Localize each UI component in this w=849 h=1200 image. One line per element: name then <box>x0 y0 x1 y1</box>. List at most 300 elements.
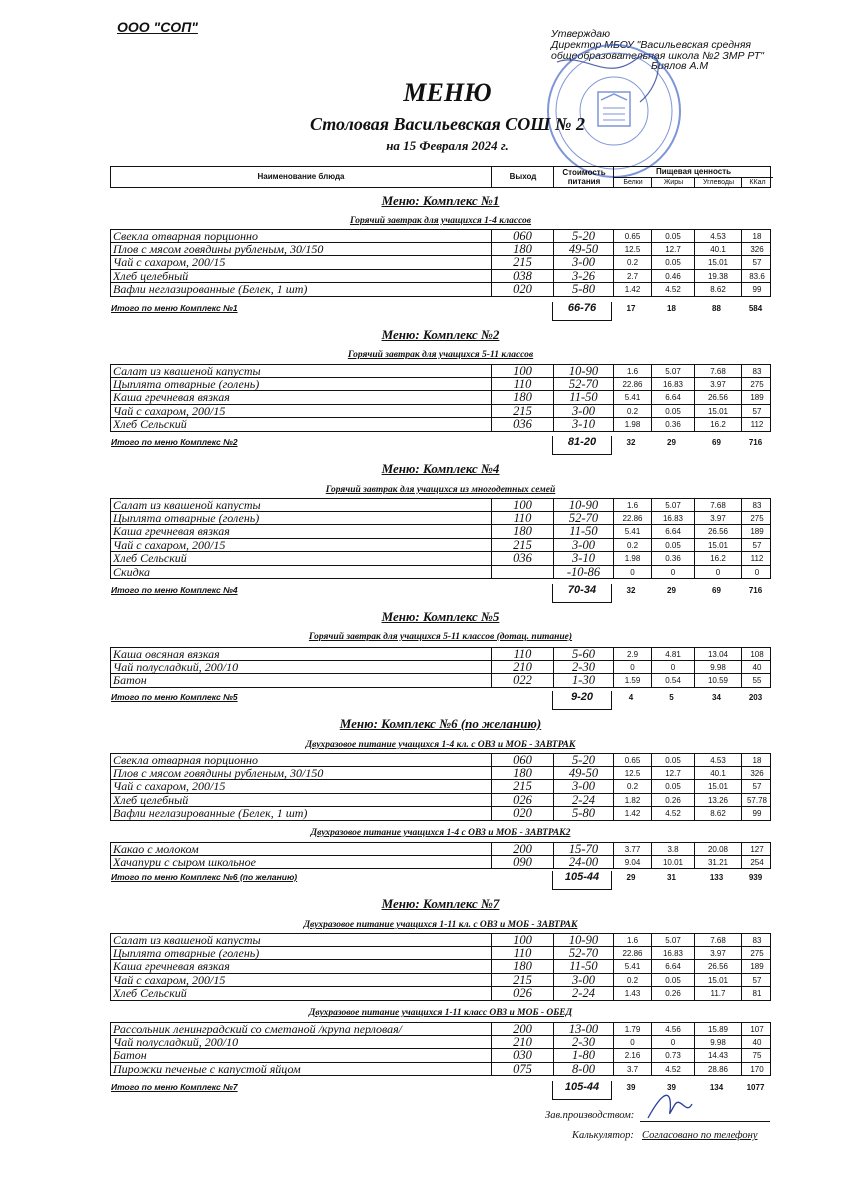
dish-price: 5-20 <box>553 754 613 767</box>
menu-table <box>110 1022 771 1076</box>
total-kcal: 939 <box>748 873 763 882</box>
group-subtitle: Горячий завтрак для учащихся 1-4 классов <box>349 216 532 226</box>
dish-carbs: 31.21 <box>694 856 741 869</box>
dish-price: 2-30 <box>553 661 613 674</box>
dish-name: Хлеб Сельский <box>113 987 187 1000</box>
dish-output: 038 <box>491 270 553 283</box>
total-carbs: 133 <box>709 873 724 882</box>
section-title: Меню: Комплекс №6 (по желанию) <box>339 716 542 731</box>
dish-output: 215 <box>491 539 553 552</box>
dish-fats: 0.46 <box>651 270 694 283</box>
total-price: 66-76 <box>552 302 612 321</box>
dish-fats: 0.26 <box>651 794 694 807</box>
dish-proteins: 22.86 <box>613 378 651 391</box>
dish-name: Чай с сахаром, 200/15 <box>113 256 226 269</box>
table-row <box>110 856 771 870</box>
dish-name: Свекла отварная порционно <box>113 754 259 767</box>
dish-fats: 4.52 <box>651 807 694 820</box>
group-subtitle: Горячий завтрак для учащихся 5-11 классов <box>347 350 534 360</box>
dish-fats: 0.36 <box>651 552 694 565</box>
dish-carbs: 9.98 <box>694 1036 741 1049</box>
dish-price: 3-00 <box>553 539 613 552</box>
table-row <box>110 539 771 553</box>
dish-proteins: 1.82 <box>613 794 651 807</box>
dish-price: 11-50 <box>553 391 613 404</box>
dish-name: Хлеб Сельский <box>113 418 187 431</box>
dish-name: Чай с сахаром, 200/15 <box>113 973 226 986</box>
dish-price: 2-30 <box>553 1036 613 1049</box>
dish-carbs: 40.1 <box>694 243 741 256</box>
dish-fats: 0.54 <box>651 674 694 687</box>
dish-carbs: 26.56 <box>694 525 741 538</box>
menu-table <box>110 753 771 821</box>
dish-kcal: 81 <box>741 987 772 1000</box>
dish-price: 2-24 <box>553 794 613 807</box>
dish-name: Чай полусладкий, 200/10 <box>113 660 239 673</box>
dish-carbs: 3.97 <box>694 947 741 960</box>
dish-kcal: 57 <box>741 780 772 793</box>
table-row <box>110 364 771 378</box>
total-proteins: 29 <box>626 873 636 882</box>
dish-proteins: 0.65 <box>613 754 651 767</box>
header-carbs: Углеводы <box>694 178 742 187</box>
organization-name: ООО "СОП" <box>117 19 198 35</box>
table-row <box>110 1063 771 1077</box>
dish-carbs: 8.62 <box>694 807 741 820</box>
dish-price: 8-00 <box>553 1063 613 1076</box>
page-title: МЕНЮ <box>403 78 492 107</box>
dish-proteins: 0.2 <box>613 405 651 418</box>
dish-name: Каша гречневая вязкая <box>113 391 230 404</box>
total-proteins: 4 <box>628 693 634 702</box>
dish-carbs: 11.7 <box>694 987 741 1000</box>
dish-name: Чай с сахаром, 200/15 <box>113 780 226 793</box>
total-carbs: 134 <box>709 1083 724 1092</box>
section-title: Меню: Комплекс №1 <box>381 193 500 208</box>
dish-fats: 0.05 <box>651 230 694 243</box>
dish-kcal: 112 <box>741 418 772 431</box>
dish-output: 020 <box>491 807 553 820</box>
dish-proteins: 9.04 <box>613 856 651 869</box>
dish-price: 1-30 <box>553 674 613 687</box>
header-price: Стоимость питания <box>553 167 614 188</box>
dish-output: 210 <box>491 1036 553 1049</box>
dish-name: Рассольник ленинградский со сметаной /крупа перловая/ <box>113 1023 402 1036</box>
dish-proteins: 5.41 <box>613 525 651 538</box>
dish-fats: 0.05 <box>651 754 694 767</box>
dish-output: 100 <box>491 499 553 512</box>
dish-output: 022 <box>491 674 553 687</box>
dish-carbs: 8.62 <box>694 283 741 296</box>
dish-output: 180 <box>491 243 553 256</box>
dish-output: 100 <box>491 934 553 947</box>
dish-kcal: 127 <box>741 843 772 856</box>
dish-fats: 3.8 <box>651 843 694 856</box>
group-subtitle: Двухразовое питание учащихся 1-4 кл. с ОВЗ и МОБ - ЗАВТРАК <box>305 740 576 750</box>
dish-name: Салат из квашеной капусты <box>113 934 261 947</box>
total-carbs: 69 <box>712 586 721 595</box>
dish-price: 5-80 <box>553 807 613 820</box>
dish-carbs: 15.01 <box>694 974 741 987</box>
total-kcal: 716 <box>748 438 763 447</box>
dish-name: Какао с молоком <box>113 843 199 856</box>
dish-kcal: 18 <box>741 754 772 767</box>
dish-price: 49-50 <box>553 767 613 780</box>
table-row <box>110 807 771 821</box>
dish-output: 215 <box>491 256 553 269</box>
dish-proteins: 1.79 <box>613 1023 651 1036</box>
dish-fats: 6.64 <box>651 391 694 404</box>
menu-date: на 15 Февраля 2024 г. <box>386 138 509 153</box>
table-row <box>110 661 771 675</box>
dish-output: 200 <box>491 1023 553 1036</box>
menu-table <box>110 842 771 869</box>
dish-fats: 10.01 <box>651 856 694 869</box>
signature-icon <box>640 1086 710 1126</box>
dish-output: 180 <box>491 767 553 780</box>
dish-proteins: 1.42 <box>613 283 651 296</box>
dish-proteins: 0.2 <box>613 539 651 552</box>
header-fats: Жиры <box>651 178 695 187</box>
dish-output: 110 <box>491 947 553 960</box>
menu-table <box>110 933 771 1001</box>
total-carbs: 34 <box>712 693 721 702</box>
dish-output: 110 <box>491 648 553 661</box>
dish-output: 020 <box>491 283 553 296</box>
total-fats: 31 <box>667 873 676 882</box>
header-nutrition: Пищевая ценность <box>613 167 773 178</box>
dish-carbs: 4.53 <box>694 230 741 243</box>
dish-kcal: 275 <box>741 947 772 960</box>
dish-price: 52-70 <box>553 947 613 960</box>
section-title: Меню: Комплекс №4 <box>381 461 500 476</box>
dish-price: 11-50 <box>553 960 613 973</box>
total-label: Итого по меню Комплекс №2 <box>111 437 238 447</box>
menu-table <box>110 229 771 297</box>
dish-price: 10-90 <box>553 934 613 947</box>
dish-carbs: 16.2 <box>694 418 741 431</box>
dish-price: 3-00 <box>553 780 613 793</box>
table-row <box>110 842 771 856</box>
dish-fats: 16.83 <box>651 947 694 960</box>
dish-output <box>491 566 553 579</box>
dish-fats: 12.7 <box>651 767 694 780</box>
section-total <box>110 437 771 457</box>
dish-name: Хлеб целебный <box>113 269 189 282</box>
dish-fats: 4.52 <box>651 1063 694 1076</box>
menu-table <box>110 498 771 579</box>
total-kcal: 716 <box>748 586 763 595</box>
total-proteins: 17 <box>626 304 636 313</box>
table-row <box>110 256 771 270</box>
dish-proteins: 0.2 <box>613 974 651 987</box>
dish-price: 5-20 <box>553 230 613 243</box>
dish-kcal: 112 <box>741 552 772 565</box>
dish-name: Салат из квашеной капусты <box>113 365 261 378</box>
dish-carbs: 28.86 <box>694 1063 741 1076</box>
dish-kcal: 254 <box>741 856 772 869</box>
dish-carbs: 20.08 <box>694 843 741 856</box>
table-row <box>110 378 771 392</box>
group-subtitle: Двухразовое питание учащихся 1-4 с ОВЗ и МОБ - ЗАВТРАК2 <box>310 828 571 838</box>
dish-output: 030 <box>491 1049 553 1062</box>
dish-kcal: 99 <box>741 807 772 820</box>
dish-output: 090 <box>491 856 553 869</box>
dish-price: 3-10 <box>553 418 613 431</box>
dish-fats: 5.07 <box>651 365 694 378</box>
dish-kcal: 189 <box>741 960 772 973</box>
total-label: Итого по меню Комплекс №6 (по желанию) <box>111 872 298 882</box>
dish-kcal: 326 <box>741 243 772 256</box>
dish-proteins: 1.42 <box>613 807 651 820</box>
dish-kcal: 75 <box>741 1049 772 1062</box>
dish-name: Чай с сахаром, 200/15 <box>113 538 226 551</box>
dish-kcal: 83.6 <box>741 270 772 283</box>
section-title: Меню: Комплекс №7 <box>381 896 500 911</box>
table-row <box>110 391 771 405</box>
total-label: Итого по меню Комплекс №7 <box>111 1082 238 1092</box>
dish-fats: 12.7 <box>651 243 694 256</box>
total-fats: 5 <box>669 693 674 702</box>
total-fats: 29 <box>667 438 676 447</box>
dish-output: 036 <box>491 552 553 565</box>
total-carbs: 69 <box>712 438 721 447</box>
dish-carbs: 0 <box>694 566 741 579</box>
dish-kcal: 18 <box>741 230 772 243</box>
dish-carbs: 15.01 <box>694 539 741 552</box>
dish-carbs: 15.89 <box>694 1023 741 1036</box>
dish-carbs: 15.01 <box>694 256 741 269</box>
dish-carbs: 7.68 <box>694 365 741 378</box>
dish-fats: 0.05 <box>651 256 694 269</box>
dish-fats: 6.64 <box>651 960 694 973</box>
total-fats: 18 <box>667 304 676 313</box>
dish-proteins: 1.98 <box>613 552 651 565</box>
dish-carbs: 15.01 <box>694 780 741 793</box>
total-price: 81-20 <box>552 436 612 455</box>
total-row <box>110 872 771 892</box>
dish-price: 5-60 <box>553 648 613 661</box>
dish-output: 110 <box>491 512 553 525</box>
dish-fats: 0.26 <box>651 987 694 1000</box>
total-label: Итого по меню Комплекс №1 <box>111 303 238 313</box>
table-row <box>110 525 771 539</box>
table-row <box>110 283 771 297</box>
dish-fats: 0.05 <box>651 405 694 418</box>
total-label: Итого по меню Комплекс №5 <box>111 692 238 702</box>
dish-kcal: 107 <box>741 1023 772 1036</box>
total-fats: 29 <box>667 586 676 595</box>
dish-price: 3-26 <box>553 270 613 283</box>
dish-price: 3-00 <box>553 256 613 269</box>
table-row <box>110 767 771 781</box>
dish-name: Каша гречневая вязкая <box>113 960 230 973</box>
dish-name: Цыплята отварные (голень) <box>113 946 260 959</box>
total-row <box>110 437 771 457</box>
dish-carbs: 4.53 <box>694 754 741 767</box>
dish-proteins: 3.77 <box>613 843 651 856</box>
dish-name: Плов с мясом говядины рубленым, 30/150 <box>113 242 324 255</box>
total-proteins: 39 <box>626 1083 636 1092</box>
dish-output: 060 <box>491 230 553 243</box>
dish-carbs: 26.56 <box>694 391 741 404</box>
dish-proteins: 22.86 <box>613 512 651 525</box>
dish-kcal: 275 <box>741 512 772 525</box>
dish-output: 180 <box>491 960 553 973</box>
dish-output: 210 <box>491 661 553 674</box>
dish-kcal: 0 <box>741 566 772 579</box>
dish-name: Хлеб целебный <box>113 793 189 806</box>
dish-proteins: 1.6 <box>613 499 651 512</box>
total-kcal: 203 <box>748 693 763 702</box>
total-proteins: 32 <box>626 586 636 595</box>
section-title: Меню: Комплекс №2 <box>381 327 500 342</box>
dish-kcal: 57 <box>741 974 772 987</box>
table-row <box>110 780 771 794</box>
dish-name: Цыплята отварные (голень) <box>113 511 260 524</box>
dish-name: Чай полусладкий, 200/10 <box>113 1035 239 1048</box>
dish-name: Каша овсяная вязкая <box>113 648 220 661</box>
group-subtitle: Двухразовое питание учащихся 1-11 класс ОВЗ и МОБ - ОБЕД <box>308 1008 573 1018</box>
dish-kcal: 189 <box>741 391 772 404</box>
dish-name: Цыплята отварные (голень) <box>113 377 260 390</box>
dish-output: 215 <box>491 405 553 418</box>
dish-price: 10-90 <box>553 499 613 512</box>
dish-kcal: 57.78 <box>741 794 772 807</box>
dish-proteins: 0 <box>613 661 651 674</box>
dish-fats: 0.36 <box>651 418 694 431</box>
table-row <box>110 794 771 808</box>
dish-carbs: 7.68 <box>694 934 741 947</box>
dish-proteins: 22.86 <box>613 947 651 960</box>
header-dish: Наименование блюда <box>257 172 345 181</box>
dish-output: 110 <box>491 378 553 391</box>
dish-proteins: 0.2 <box>613 780 651 793</box>
dish-kcal: 108 <box>741 648 772 661</box>
dish-name: Пирожки печеные с капустой яйцом <box>113 1062 301 1075</box>
total-label: Итого по меню Комплекс №4 <box>111 585 238 595</box>
total-row <box>110 692 771 712</box>
menu-table <box>110 364 771 432</box>
total-price: 70-34 <box>552 584 612 603</box>
dish-kcal: 326 <box>741 767 772 780</box>
approval-line-3: общеобразовательная школа №2 ЗМР РТ" <box>551 49 764 62</box>
dish-carbs: 13.04 <box>694 648 741 661</box>
dish-proteins: 0 <box>613 566 651 579</box>
dish-carbs: 40.1 <box>694 767 741 780</box>
group-subtitle: Горячий завтрак для учащихся из многодетных семей <box>325 485 556 495</box>
dish-carbs: 19.38 <box>694 270 741 283</box>
dish-output: 100 <box>491 365 553 378</box>
total-price: 105-44 <box>552 871 612 890</box>
group-subtitle: Двухразовое питание учащихся 1-11 кл. с ОВЗ и МОБ - ЗАВТРАК <box>303 920 578 930</box>
table-row <box>110 974 771 988</box>
dish-kcal: 99 <box>741 283 772 296</box>
dish-output: 215 <box>491 974 553 987</box>
dish-output: 026 <box>491 987 553 1000</box>
group-subtitle: Горячий завтрак для учащихся 5-11 классов (дотац. питание) <box>308 632 573 642</box>
table-header <box>110 166 771 188</box>
dish-proteins: 5.41 <box>613 960 651 973</box>
dish-kcal: 57 <box>741 256 772 269</box>
dish-fats: 0.73 <box>651 1049 694 1062</box>
dish-fats: 0.05 <box>651 539 694 552</box>
dish-name: Свекла отварная порционно <box>113 230 259 243</box>
dish-output: 060 <box>491 754 553 767</box>
page-subtitle: Столовая Васильевская СОШ № 2 <box>310 114 585 134</box>
dish-carbs: 3.97 <box>694 378 741 391</box>
dish-fats: 4.56 <box>651 1023 694 1036</box>
dish-carbs: 3.97 <box>694 512 741 525</box>
dish-kcal: 170 <box>741 1063 772 1076</box>
dish-proteins: 2.7 <box>613 270 651 283</box>
table-row <box>110 987 771 1001</box>
dish-fats: 0 <box>651 1036 694 1049</box>
table-row <box>110 566 771 580</box>
menu-table <box>110 647 771 688</box>
approval-line-1: Утверждаю <box>551 28 611 40</box>
production-label: Зав.производством: <box>545 1110 635 1121</box>
dish-name: Хлеб Сельский <box>113 552 187 565</box>
header-kcal: ККал <box>741 178 773 187</box>
dish-fats: 0.05 <box>651 780 694 793</box>
dish-fats: 0.05 <box>651 974 694 987</box>
dish-price: 2-24 <box>553 987 613 1000</box>
dish-price: 11-50 <box>553 525 613 538</box>
total-proteins: 32 <box>626 438 636 447</box>
total-kcal: 584 <box>748 304 763 313</box>
dish-name: Хачапури с сыром школьное <box>113 855 256 868</box>
dish-price: 10-90 <box>553 365 613 378</box>
total-fats: 39 <box>667 1083 676 1092</box>
dish-proteins: 1.43 <box>613 987 651 1000</box>
dish-name: Вафли неглазированные (Белек, 1 шт) <box>113 807 308 820</box>
dish-kcal: 83 <box>741 934 772 947</box>
dish-output: 180 <box>491 391 553 404</box>
dish-fats: 6.64 <box>651 525 694 538</box>
dish-fats: 4.52 <box>651 283 694 296</box>
dish-kcal: 40 <box>741 661 772 674</box>
dish-output: 036 <box>491 418 553 431</box>
dish-fats: 5.07 <box>651 934 694 947</box>
table-row <box>110 270 771 284</box>
dish-proteins: 1.6 <box>613 365 651 378</box>
dish-carbs: 16.2 <box>694 552 741 565</box>
dish-price: 13-00 <box>553 1023 613 1036</box>
dish-output: 075 <box>491 1063 553 1076</box>
table-row <box>110 418 771 432</box>
total-kcal: 1077 <box>746 1083 765 1092</box>
dish-proteins: 2.16 <box>613 1049 651 1062</box>
table-row <box>110 947 771 961</box>
section-total <box>110 872 771 892</box>
dish-output: 200 <box>491 843 553 856</box>
dish-name: Батон <box>113 1049 147 1062</box>
dish-proteins: 0.2 <box>613 256 651 269</box>
dish-kcal: 83 <box>741 365 772 378</box>
dish-proteins: 0 <box>613 1036 651 1049</box>
dish-carbs: 14.43 <box>694 1049 741 1062</box>
dish-carbs: 13.26 <box>694 794 741 807</box>
total-carbs: 88 <box>712 304 721 313</box>
dish-fats: 4.81 <box>651 648 694 661</box>
table-row <box>110 1022 771 1036</box>
table-row <box>110 933 771 947</box>
dish-proteins: 1.6 <box>613 934 651 947</box>
dish-name: Батон <box>113 674 147 687</box>
approval-line-4: Биялов А.М <box>651 60 709 73</box>
section-total <box>110 585 771 605</box>
